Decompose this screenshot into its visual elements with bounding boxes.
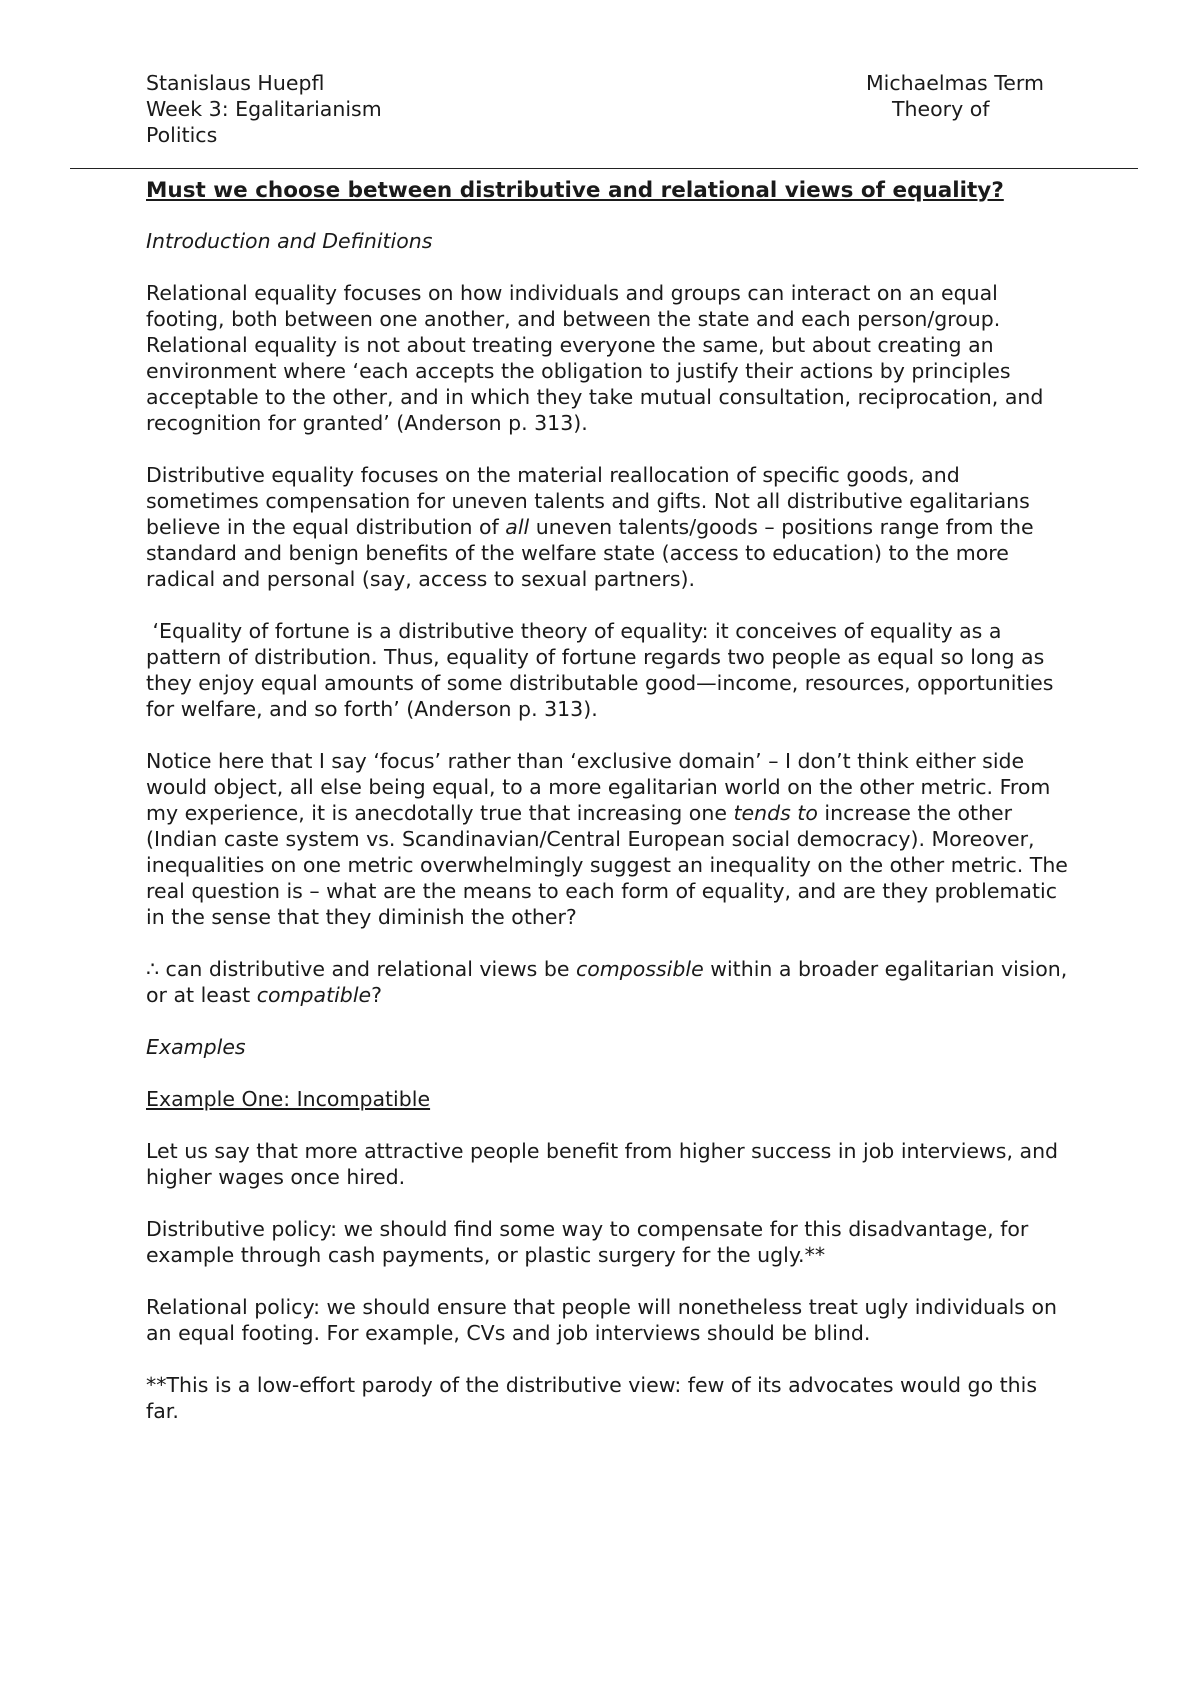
- emphasis-text: tends to: [733, 801, 818, 825]
- text-run: Distributive equality focuses on the material reallocation of specific goods, and sometimes compensation for uneven talents and gifts. Not all distributive egalitarians believe in the equal distribution of: [146, 463, 1030, 539]
- text-run: Notice here that I say ‘focus’ rather than ‘exclusive domain’ – I don’t think either side would object, all else being equal, to a more egalitarian world on the other metric. From my experience, it is anecdotally true that increasing one: [146, 749, 1051, 825]
- course-name-tail: Politics: [146, 123, 218, 147]
- week-label: Week 3: Egalitarianism: [146, 97, 382, 121]
- text-run: within a broader egalitarian vision, or at least: [146, 957, 1068, 1007]
- quote-text: ‘Equality of fortune is a distributive theory of equality: it conceives of equality as a pattern of distribution. Thus, equality of fortune regards two people as equal so long as they enjoy equal amounts of some distributable good—income, resources, opportunities for welfare, and so forth’ (Anderson p. 313).: [146, 619, 1054, 721]
- text-run: uneven talents/goods – positions range from the standard and benign benefits of the welfare state (access to education) to the more radical and personal (say, access to sexual partners).: [146, 515, 1034, 591]
- emphasis-text: compossible: [575, 957, 704, 981]
- document-title: Must we choose between distributive and relational views of equality?: [146, 178, 1004, 203]
- paragraph-distributive-policy: Distributive policy: we should find some way to compensate for this disadvantage, for example through cash payments, or plastic surgery for the ugly.**: [146, 1217, 1029, 1267]
- course-name-head: Theory of: [892, 97, 990, 121]
- text-run: increase the other (Indian caste system vs. Scandinavian/Central European social democracy). Moreover, inequalities on one metric overwhelmingly suggest an inequality on the other metric. The real question is – what are the means to each form of equality, and are they problematic in the sense that they diminish the other?: [146, 801, 1068, 929]
- paragraph-relational-equality: Relational equality focuses on how individuals and groups can interact on an equal footing, both between one another, and between the state and each person/group. Relational equality is not about treating everyone the same, but about creating an environment where ‘each accepts the obligation to justify their actions by principles acceptable to the other, and in which they take mutual consultation, reciprocation, and recognition for granted’ (Anderson p. 313).: [146, 281, 1044, 435]
- paragraph-relational-policy: Relational policy: we should ensure that people will nonetheless treat ugly individuals on an equal footing. For example, CVs and job interviews should be blind.: [146, 1295, 1058, 1345]
- term-label: Michaelmas Term: [866, 71, 1044, 95]
- paragraph-distributive-equality: [146, 462, 1076, 592]
- text-run: ?: [371, 983, 383, 1007]
- paragraph-example-setup: Let us say that more attractive people benefit from higher success in job interviews, and higher wages once hired.: [146, 1139, 1059, 1189]
- paragraph-anderson-quote: [146, 618, 1076, 722]
- header-right: [866, 70, 1044, 122]
- paragraph-focus-note: [146, 748, 1076, 930]
- emphasis-text: compatible: [256, 983, 372, 1007]
- emphasis-text: all: [505, 515, 530, 539]
- author-name: Stanislaus Huepfl: [146, 71, 325, 95]
- subheading-example-one: Example One: Incompatible: [146, 1087, 431, 1111]
- text-run: ∴ can distributive and relational views be: [146, 957, 576, 981]
- section-heading-examples: Examples: [146, 1035, 246, 1059]
- document-body: [146, 176, 1076, 1424]
- header-left: [146, 70, 382, 148]
- paragraph-footnote: **This is a low-effort parody of the distributive view: few of its advocates would go this far.: [146, 1373, 1038, 1423]
- paragraph-question: [146, 956, 1076, 1008]
- header-divider: [70, 168, 1138, 169]
- section-heading-intro: Introduction and Definitions: [146, 229, 433, 253]
